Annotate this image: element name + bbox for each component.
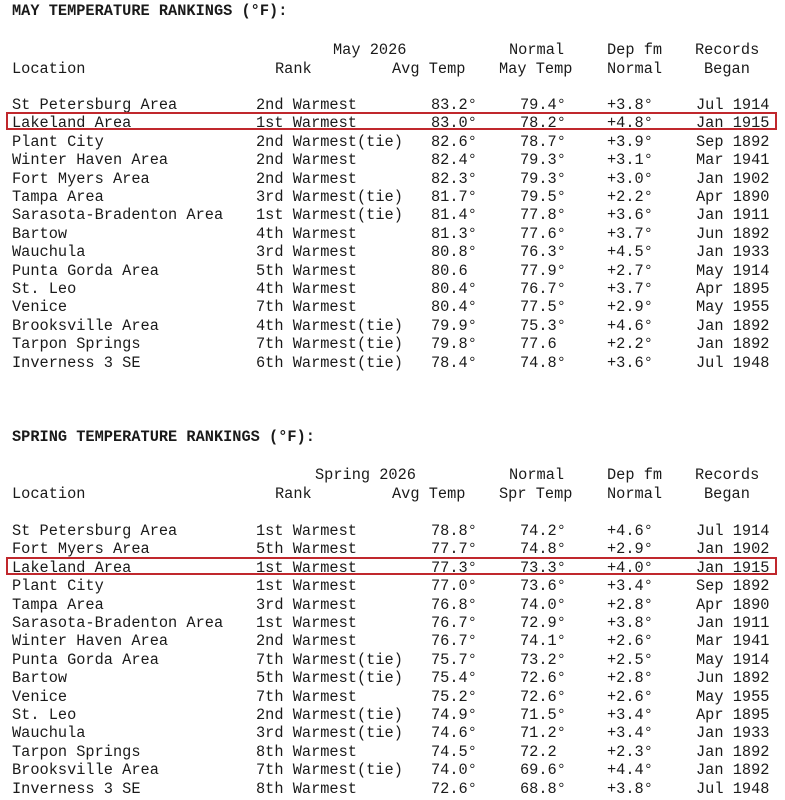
rank-cell: 3rd Warmest [256, 595, 357, 614]
table-row [0, 614, 785, 632]
avg-temp-cell: 76.7° [431, 614, 477, 632]
location-cell: Bartow [12, 224, 68, 243]
departure-cell: +4.4° [607, 761, 653, 780]
table-row [0, 522, 785, 540]
location-cell: Venice [12, 687, 68, 706]
records-began-cell: Jan 1933 [696, 243, 770, 262]
departure-cell: +2.2° [607, 335, 653, 354]
departure-cell: +3.7° [607, 280, 653, 298]
rank-cell: 2nd Warmest [256, 96, 357, 114]
departure-cell: +3.1° [607, 151, 653, 170]
normal-temp-cell: 71.2° [520, 724, 566, 743]
avg-temp-cell: 74.6° [431, 724, 477, 743]
location-cell: Inverness 3 SE [12, 779, 141, 798]
avg-temp-cell: 78.4° [431, 353, 477, 372]
records-began-cell: Jun 1892 [696, 224, 770, 243]
may-header-location: Location [12, 60, 86, 78]
spring-header-avg-temp: Avg Temp [392, 485, 466, 503]
departure-cell: +2.8° [607, 595, 653, 614]
location-cell: Tarpon Springs [12, 742, 141, 761]
records-began-cell: Apr 1890 [696, 188, 770, 206]
rank-cell: 1st Warmest [256, 614, 357, 632]
departure-cell: +3.4° [607, 724, 653, 743]
location-cell: Wauchula [12, 724, 86, 743]
location-cell: Winter Haven Area [12, 151, 169, 170]
spring-header-rank: Rank [275, 485, 312, 503]
avg-temp-cell: 80.4° [431, 280, 477, 298]
departure-cell: +2.3° [607, 742, 653, 761]
avg-temp-cell: 78.8° [431, 522, 477, 540]
departure-cell: +3.4° [607, 706, 653, 724]
may-header-began: Began [704, 60, 750, 78]
normal-temp-cell: 69.6° [520, 761, 566, 780]
records-began-cell: Apr 1895 [696, 280, 770, 298]
spring-header-normal: Normal [509, 466, 565, 484]
departure-cell: +3.8° [607, 96, 653, 114]
normal-temp-cell: 68.8° [520, 779, 566, 798]
location-cell: Punta Gorda Area [12, 261, 159, 280]
rank-cell: 7th Warmest(tie) [256, 761, 403, 780]
normal-temp-cell: 79.5° [520, 188, 566, 206]
avg-temp-cell: 72.6° [431, 779, 477, 798]
records-began-cell: May 1955 [696, 687, 770, 706]
records-began-cell: Jan 1911 [696, 614, 770, 632]
spring-header-location: Location [12, 485, 86, 503]
location-cell: Winter Haven Area [12, 632, 169, 651]
rank-cell: 2nd Warmest [256, 169, 357, 188]
departure-cell: +2.7° [607, 261, 653, 280]
records-began-cell: Jul 1948 [696, 779, 770, 798]
rank-cell: 3rd Warmest(tie) [256, 724, 403, 743]
records-began-cell: Jul 1914 [696, 96, 770, 114]
normal-temp-cell: 72.6° [520, 669, 566, 688]
departure-cell: +2.2° [607, 188, 653, 206]
spring-header-dep: Dep fm [607, 466, 663, 484]
may-header-period: May 2026 [333, 41, 407, 59]
departure-cell: +2.5° [607, 650, 653, 669]
rank-cell: 5th Warmest(tie) [256, 669, 403, 688]
avg-temp-cell: 79.8° [431, 335, 477, 354]
avg-temp-cell: 80.6 [431, 261, 468, 280]
avg-temp-cell: 77.3° [431, 558, 477, 577]
normal-temp-cell: 74.8° [520, 540, 566, 559]
avg-temp-cell: 80.4° [431, 298, 477, 317]
rank-cell: 3rd Warmest [256, 243, 357, 262]
location-cell: St Petersburg Area [12, 96, 178, 114]
records-began-cell: Jul 1948 [696, 353, 770, 372]
rank-cell: 7th Warmest(tie) [256, 335, 403, 354]
rank-cell: 7th Warmest [256, 298, 357, 317]
may-header-records: Records [695, 41, 760, 59]
avg-temp-cell: 80.8° [431, 243, 477, 262]
records-began-cell: Jan 1902 [696, 540, 770, 559]
table-row [0, 780, 785, 798]
rank-cell: 7th Warmest(tie) [256, 650, 403, 669]
departure-cell: +3.8° [607, 614, 653, 632]
records-began-cell: Mar 1941 [696, 151, 770, 170]
location-cell: St Petersburg Area [12, 522, 178, 540]
records-began-cell: May 1955 [696, 298, 770, 317]
departure-cell: +4.5° [607, 243, 653, 262]
normal-temp-cell: 76.7° [520, 280, 566, 298]
table-row [0, 761, 785, 779]
spring-header-records: Records [695, 466, 760, 484]
table-row [0, 577, 785, 595]
normal-temp-cell: 79.3° [520, 151, 566, 170]
departure-cell: +2.9° [607, 540, 653, 559]
rank-cell: 4th Warmest [256, 224, 357, 243]
table-row [0, 596, 785, 614]
rank-cell: 1st Warmest(tie) [256, 206, 403, 225]
rank-cell: 4th Warmest [256, 280, 357, 298]
avg-temp-cell: 82.6° [431, 132, 477, 151]
normal-temp-cell: 79.4° [520, 96, 566, 114]
records-began-cell: May 1914 [696, 650, 770, 669]
departure-cell: +3.6° [607, 206, 653, 225]
rank-cell: 4th Warmest(tie) [256, 316, 403, 335]
normal-temp-cell: 73.3° [520, 558, 566, 577]
records-began-cell: Jan 1892 [696, 761, 770, 780]
rank-cell: 8th Warmest [256, 742, 357, 761]
location-cell: Venice [12, 298, 68, 317]
normal-temp-cell: 79.3° [520, 169, 566, 188]
rank-cell: 1st Warmest [256, 558, 357, 577]
location-cell: Fort Myers Area [12, 540, 150, 559]
departure-cell: +2.8° [607, 669, 653, 688]
departure-cell: +4.0° [607, 558, 653, 577]
location-cell: Wauchula [12, 243, 86, 262]
rank-cell: 1st Warmest [256, 114, 357, 133]
location-cell: Brooksville Area [12, 316, 159, 335]
records-began-cell: Apr 1895 [696, 706, 770, 724]
rank-cell: 2nd Warmest [256, 632, 357, 651]
departure-cell: +4.6° [607, 316, 653, 335]
rank-cell: 6th Warmest(tie) [256, 353, 403, 372]
rank-cell: 5th Warmest [256, 540, 357, 559]
may-header-rank: Rank [275, 60, 312, 78]
highlight-box [6, 557, 777, 575]
rank-cell: 2nd Warmest(tie) [256, 706, 403, 724]
avg-temp-cell: 82.3° [431, 169, 477, 188]
location-cell: Plant City [12, 577, 104, 596]
location-cell: Tampa Area [12, 595, 104, 614]
avg-temp-cell: 83.0° [431, 114, 477, 133]
avg-temp-cell: 81.4° [431, 206, 477, 225]
may-header-dep: Dep fm [607, 41, 663, 59]
avg-temp-cell: 82.4° [431, 151, 477, 170]
avg-temp-cell: 75.4° [431, 669, 477, 688]
avg-temp-cell: 74.5° [431, 742, 477, 761]
table-row [0, 651, 785, 669]
records-began-cell: Jan 1902 [696, 169, 770, 188]
normal-temp-cell: 72.2 [520, 742, 557, 761]
location-cell: St. Leo [12, 706, 77, 724]
table-row [0, 706, 785, 724]
records-began-cell: Jan 1933 [696, 724, 770, 743]
spring-header-began: Began [704, 485, 750, 503]
normal-temp-cell: 74.0° [520, 595, 566, 614]
avg-temp-cell: 81.3° [431, 224, 477, 243]
departure-cell: +4.8° [607, 114, 653, 133]
departure-cell: +4.6° [607, 522, 653, 540]
normal-temp-cell: 76.3° [520, 243, 566, 262]
records-began-cell: Jan 1892 [696, 335, 770, 354]
avg-temp-cell: 75.2° [431, 687, 477, 706]
records-began-cell: Jan 1911 [696, 206, 770, 225]
rank-cell: 7th Warmest [256, 687, 357, 706]
rank-cell: 1st Warmest [256, 522, 357, 540]
avg-temp-cell: 77.7° [431, 540, 477, 559]
location-cell: Lakeland Area [12, 558, 132, 577]
location-cell: Fort Myers Area [12, 169, 150, 188]
avg-temp-cell: 76.8° [431, 595, 477, 614]
departure-cell: +3.8° [607, 779, 653, 798]
departure-cell: +3.7° [607, 224, 653, 243]
location-cell: Bartow [12, 669, 68, 688]
may-header-normal: Normal [509, 41, 565, 59]
normal-temp-cell: 74.1° [520, 632, 566, 651]
records-began-cell: Jan 1892 [696, 316, 770, 335]
records-began-cell: Jan 1915 [696, 114, 770, 133]
records-began-cell: Sep 1892 [696, 577, 770, 596]
table-row [0, 632, 785, 650]
location-cell: St. Leo [12, 280, 77, 298]
records-began-cell: Jul 1914 [696, 522, 770, 540]
avg-temp-cell: 76.7° [431, 632, 477, 651]
normal-temp-cell: 77.6° [520, 224, 566, 243]
table-row [0, 743, 785, 761]
records-began-cell: Jan 1892 [696, 742, 770, 761]
avg-temp-cell: 74.9° [431, 706, 477, 724]
avg-temp-cell: 75.7° [431, 650, 477, 669]
table-row [0, 669, 785, 687]
departure-cell: +2.6° [607, 687, 653, 706]
location-cell: Punta Gorda Area [12, 650, 159, 669]
departure-cell: +2.6° [607, 632, 653, 651]
normal-temp-cell: 73.2° [520, 650, 566, 669]
location-cell: Sarasota-Bradenton Area [12, 206, 224, 225]
location-cell: Lakeland Area [12, 114, 132, 133]
location-cell: Plant City [12, 132, 104, 151]
departure-cell: +3.6° [607, 353, 653, 372]
location-cell: Tarpon Springs [12, 335, 141, 354]
may-rankings-title: MAY TEMPERATURE RANKINGS (°F): [12, 2, 288, 20]
normal-temp-cell: 77.9° [520, 261, 566, 280]
location-cell: Tampa Area [12, 188, 104, 206]
departure-cell: +3.0° [607, 169, 653, 188]
normal-temp-cell: 73.6° [520, 577, 566, 596]
rank-cell: 2nd Warmest(tie) [256, 132, 403, 151]
may-header-avg-temp: Avg Temp [392, 60, 466, 78]
normal-temp-cell: 72.6° [520, 687, 566, 706]
location-cell: Sarasota-Bradenton Area [12, 614, 224, 632]
normal-temp-cell: 72.9° [520, 614, 566, 632]
normal-temp-cell: 77.6 [520, 335, 557, 354]
departure-cell: +2.9° [607, 298, 653, 317]
avg-temp-cell: 81.7° [431, 188, 477, 206]
rank-cell: 1st Warmest [256, 577, 357, 596]
departure-cell: +3.4° [607, 577, 653, 596]
departure-cell: +3.9° [607, 132, 653, 151]
records-began-cell: May 1914 [696, 261, 770, 280]
records-began-cell: Mar 1941 [696, 632, 770, 651]
avg-temp-cell: 79.9° [431, 316, 477, 335]
location-cell: Brooksville Area [12, 761, 159, 780]
normal-temp-cell: 75.3° [520, 316, 566, 335]
normal-temp-cell: 78.7° [520, 132, 566, 151]
rank-cell: 3rd Warmest(tie) [256, 188, 403, 206]
spring-header-normal-temp: Spr Temp [499, 485, 573, 503]
normal-temp-cell: 74.8° [520, 353, 566, 372]
rank-cell: 5th Warmest [256, 261, 357, 280]
rank-cell: 2nd Warmest [256, 151, 357, 170]
table-row [0, 688, 785, 706]
location-cell: Inverness 3 SE [12, 353, 141, 372]
records-began-cell: Jun 1892 [696, 669, 770, 688]
table-row [0, 724, 785, 742]
avg-temp-cell: 83.2° [431, 96, 477, 114]
avg-temp-cell: 77.0° [431, 577, 477, 596]
spring-header-period: Spring 2026 [315, 466, 416, 484]
normal-temp-cell: 78.2° [520, 114, 566, 133]
normal-temp-cell: 77.8° [520, 206, 566, 225]
normal-temp-cell: 74.2° [520, 522, 566, 540]
normal-temp-cell: 71.5° [520, 706, 566, 724]
may-header-normal-word: Normal [607, 60, 663, 78]
may-header-normal-temp: May Temp [499, 60, 573, 78]
records-began-cell: Apr 1890 [696, 595, 770, 614]
records-began-cell: Jan 1915 [696, 558, 770, 577]
avg-temp-cell: 74.0° [431, 761, 477, 780]
spring-rankings-title: SPRING TEMPERATURE RANKINGS (°F): [12, 428, 315, 446]
records-began-cell: Sep 1892 [696, 132, 770, 151]
normal-temp-cell: 77.5° [520, 298, 566, 317]
spring-header-normal-word: Normal [607, 485, 663, 503]
rank-cell: 8th Warmest [256, 779, 357, 798]
